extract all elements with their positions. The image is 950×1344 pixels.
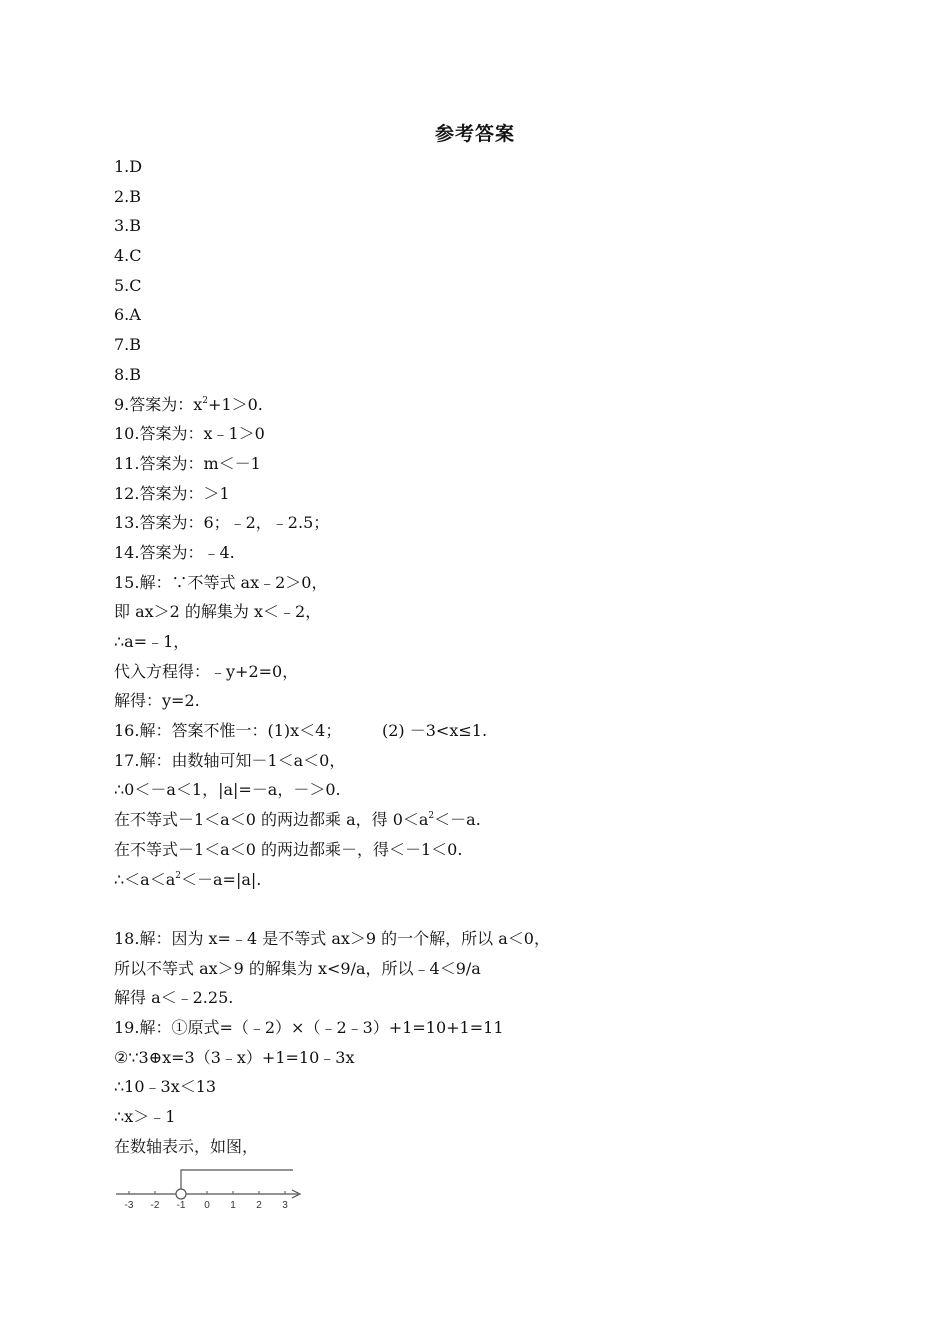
solution-16-line: 16.解：答案不惟一：(1)x＜4； (2) －3<x≤1. — [114, 721, 488, 741]
solution-19-line-4: ∴x＞﹣1 — [114, 1107, 176, 1126]
solution-17-line-3-text: 在不等式－1＜a＜0 的两边都乘 a，得 0＜a — [114, 810, 429, 830]
blank-line — [114, 894, 874, 924]
solution-17-line-3 — [114, 805, 874, 835]
number-line-tick-label: -2 — [150, 1200, 160, 1211]
answer-line-13: 13.答案为：6；﹣2，﹣2.5； — [114, 513, 330, 533]
solution-17-line-5 — [114, 865, 874, 895]
solution-17-line-4: 在不等式－1＜a＜0 的两边都乘－，得＜－1＜0. — [114, 839, 463, 859]
page-title: 参考答案 — [434, 123, 515, 145]
solution-15-line-1: 15.解：∵不等式 ax﹣2＞0， — [114, 572, 328, 592]
answer-line-10: 10.答案为：x﹣1＞0 — [114, 424, 265, 444]
solution-15-line-3: ∴a=﹣1， — [114, 632, 190, 651]
answer-line-4: 4.C — [114, 246, 142, 266]
answer-line-12: 12.答案为：＞1 — [114, 483, 230, 503]
solution-17-line-1: 17.解：由数轴可知－1＜a＜0， — [114, 750, 346, 770]
answer-line-7: 7.B — [114, 335, 142, 355]
number-line-tick-label: 0 — [204, 1200, 210, 1211]
answer-line-14: 14.答案为：﹣4. — [114, 542, 235, 562]
solution-15-line-2: 即 ax＞2 的解集为 x＜﹣2， — [114, 602, 322, 622]
open-endpoint-circle — [176, 1189, 186, 1199]
solution-ray — [181, 1170, 293, 1189]
answer-9-rest: +1＞0. — [208, 394, 263, 414]
solution-19-line-2: ②∵3⊕x=3（3﹣x）+1=10﹣3x — [114, 1047, 355, 1067]
answer-line-6: 6.A — [114, 305, 141, 325]
solution-18-line-1: 18.解：因为 x=﹣4 是不等式 ax＞9 的一个解，所以 a＜0， — [114, 928, 550, 948]
answer-line-3: 3.B — [114, 216, 142, 236]
solution-17-line-3-exponent: 2 — [428, 811, 435, 822]
answer-line-2: 2.B — [114, 186, 142, 206]
number-line-tick-label: 3 — [282, 1200, 288, 1211]
number-line-tick-label: 2 — [256, 1200, 262, 1211]
solution-17-line-2: ∴0＜－a＜1，|a|=－a，－＞0. — [114, 780, 341, 800]
solution-19-line-3: ∴10﹣3x＜13 — [114, 1077, 217, 1097]
solution-19-line-1: 19.解：①原式=（﹣2）×（﹣2﹣3）+1=10+1=11 — [114, 1017, 504, 1037]
solution-19-line-5: 在数轴表示，如图， — [114, 1136, 259, 1156]
answer-9-text: 9.答案为：x — [114, 394, 203, 414]
solution-18-line-3: 解得 a＜﹣2.25. — [114, 988, 234, 1008]
answer-line-8: 8.B — [114, 364, 142, 384]
number-line-tick-label: -3 — [124, 1200, 134, 1211]
answer-9-exponent: 2 — [202, 395, 209, 406]
solution-18-line-2: 所以不等式 ax＞9 的解集为 x<9/a，所以﹣4＜9/a — [114, 958, 481, 978]
answer-line-1: 1.D — [114, 157, 143, 176]
answer-body — [114, 152, 874, 1161]
answer-line-5: 5.C — [114, 275, 142, 295]
number-line-figure — [112, 1162, 307, 1214]
solution-17-line-5-text: ∴＜a＜a — [114, 869, 176, 889]
solution-15-line-4: 代入方程得：﹣y+2=0， — [114, 661, 299, 681]
number-line-tick-label: 1 — [230, 1200, 236, 1211]
solution-17-line-5-exponent: 2 — [175, 870, 181, 881]
answer-line-11: 11.答案为：m＜－1 — [114, 453, 261, 473]
solution-17-line-3-rest: ＜－a. — [434, 810, 481, 830]
solution-17-line-5-rest: ＜－a=|a|. — [181, 869, 262, 889]
answer-line-9 — [114, 390, 874, 420]
number-line-tick-label: -1 — [176, 1200, 186, 1211]
solution-15-line-5: 解得：y=2. — [114, 691, 200, 711]
